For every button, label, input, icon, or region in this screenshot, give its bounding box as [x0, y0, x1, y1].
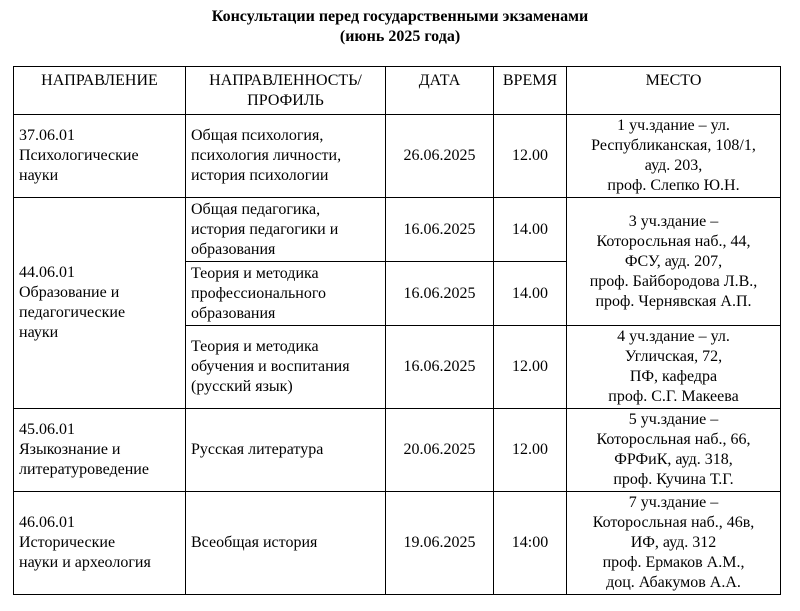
- place-line: проф. Ермаков А.М.,: [602, 554, 745, 571]
- direction-name: Образование и: [19, 284, 120, 301]
- table-row: [14, 115, 781, 198]
- place-line: проф. Кучина Т.Г.: [613, 471, 734, 488]
- place-line: 4 уч.здание – ул.: [617, 328, 730, 345]
- document-title: [0, 7, 800, 47]
- profile-line: психология личности,: [191, 147, 342, 164]
- title-line-1: Консультации перед государственными экзаменами: [211, 8, 589, 25]
- header-profile-line-1: НАПРАВЛЕННОСТЬ/: [209, 72, 362, 89]
- place-line: ПФ, кафедра: [629, 368, 718, 385]
- cell-date: 16.06.2025: [386, 198, 494, 262]
- place-line: 5 уч.здание –: [628, 411, 719, 428]
- cell-profile: [186, 409, 386, 492]
- place-line: Угличская, 72,: [624, 348, 723, 365]
- table-row: [14, 492, 781, 595]
- cell-direction: [14, 115, 186, 198]
- cell-date: 20.06.2025: [386, 409, 494, 492]
- direction-code: 46.06.01: [19, 514, 75, 531]
- place-line: проф. Чернявская А.П.: [595, 292, 752, 310]
- cell-time: 12.00: [494, 115, 567, 198]
- place-line: Республиканская, 108/1,: [591, 137, 756, 154]
- table-header-row: [14, 67, 781, 115]
- cell-date: 19.06.2025: [386, 492, 494, 595]
- cell-place: [567, 198, 781, 326]
- header-time: ВРЕМЯ: [494, 67, 567, 115]
- direction-code: 37.06.01: [19, 127, 75, 144]
- direction-name: науки: [19, 324, 59, 341]
- header-place: МЕСТО: [567, 67, 781, 115]
- consultation-table: [13, 66, 781, 595]
- cell-profile: [186, 492, 386, 595]
- profile-line: Теория и методика: [191, 264, 319, 282]
- place-line: проф. Слепко Ю.Н.: [607, 177, 740, 194]
- cell-date: 16.06.2025: [386, 262, 494, 326]
- place-line: 1 уч.здание – ул.: [617, 117, 730, 134]
- header-profile-line-2: ПРОФИЛЬ: [247, 92, 324, 109]
- profile-line: образования: [191, 240, 276, 258]
- cell-profile: [186, 115, 386, 198]
- direction-name: науки и археология: [19, 554, 151, 571]
- place-line: 7 уч.здание –: [628, 494, 719, 511]
- table-row: [14, 198, 781, 262]
- cell-profile: [186, 262, 386, 326]
- table-row: [14, 409, 781, 492]
- cell-place: [567, 409, 781, 492]
- place-line: ИФ, ауд. 312: [630, 534, 717, 551]
- profile-line: Общая педагогика,: [191, 200, 321, 218]
- profile-line: (русский язык): [191, 378, 293, 395]
- place-line: 3 уч.здание –: [628, 212, 719, 230]
- direction-name: Языкознание и: [19, 441, 121, 458]
- cell-time: 12.00: [494, 326, 567, 409]
- cell-time: 14.00: [494, 262, 567, 326]
- profile-line: Всеобщая история: [191, 534, 318, 551]
- title-line-2: (июнь 2025 года): [339, 28, 461, 45]
- cell-time: 12.00: [494, 409, 567, 492]
- cell-direction: [14, 198, 186, 409]
- direction-name: Психологические: [19, 147, 139, 164]
- direction-name: педагогические: [19, 304, 126, 321]
- cell-date: 26.06.2025: [386, 115, 494, 198]
- header-profile: [186, 67, 386, 115]
- place-line: Которосльная наб., 44,: [596, 232, 751, 250]
- place-line: проф. С.Г. Макеева: [608, 388, 739, 405]
- cell-time: 14.00: [494, 198, 567, 262]
- direction-name: науки: [19, 167, 59, 184]
- cell-place: [567, 115, 781, 198]
- place-line: проф. Байбородова Л.В.,: [589, 272, 758, 290]
- place-line: Которосльная наб., 66,: [596, 431, 751, 448]
- profile-line: обучения и воспитания: [191, 358, 350, 375]
- profile-line: Русская литература: [191, 441, 324, 458]
- profile-line: история педагогики и: [191, 220, 339, 238]
- direction-name: литературоведение: [19, 461, 149, 478]
- cell-direction: [14, 409, 186, 492]
- direction-code: 44.06.01: [19, 264, 75, 281]
- place-line: доц. Абакумов А.А.: [606, 574, 741, 591]
- profile-line: Общая психология,: [191, 127, 324, 144]
- direction-code: 45.06.01: [19, 421, 75, 438]
- profile-line: история психологии: [191, 167, 329, 184]
- cell-place: [567, 492, 781, 595]
- cell-direction: [14, 492, 186, 595]
- place-line: Которосльная наб., 46в,: [592, 514, 755, 531]
- profile-line: Теория и методика: [191, 338, 319, 355]
- cell-profile: [186, 198, 386, 262]
- cell-time: 14:00: [494, 492, 567, 595]
- profile-line: образования: [191, 304, 276, 322]
- cell-place: [567, 326, 781, 409]
- place-line: ФРФиК, ауд. 318,: [614, 451, 733, 468]
- cell-date: 16.06.2025: [386, 326, 494, 409]
- header-date: ДАТА: [386, 67, 494, 115]
- place-line: ФСУ, ауд. 207,: [624, 252, 723, 270]
- direction-name: Исторические: [19, 534, 116, 551]
- cell-profile: [186, 326, 386, 409]
- place-line: ауд. 203,: [644, 157, 703, 174]
- profile-line: профессионального: [191, 284, 327, 302]
- header-direction: НАПРАВЛЕНИЕ: [14, 67, 186, 115]
